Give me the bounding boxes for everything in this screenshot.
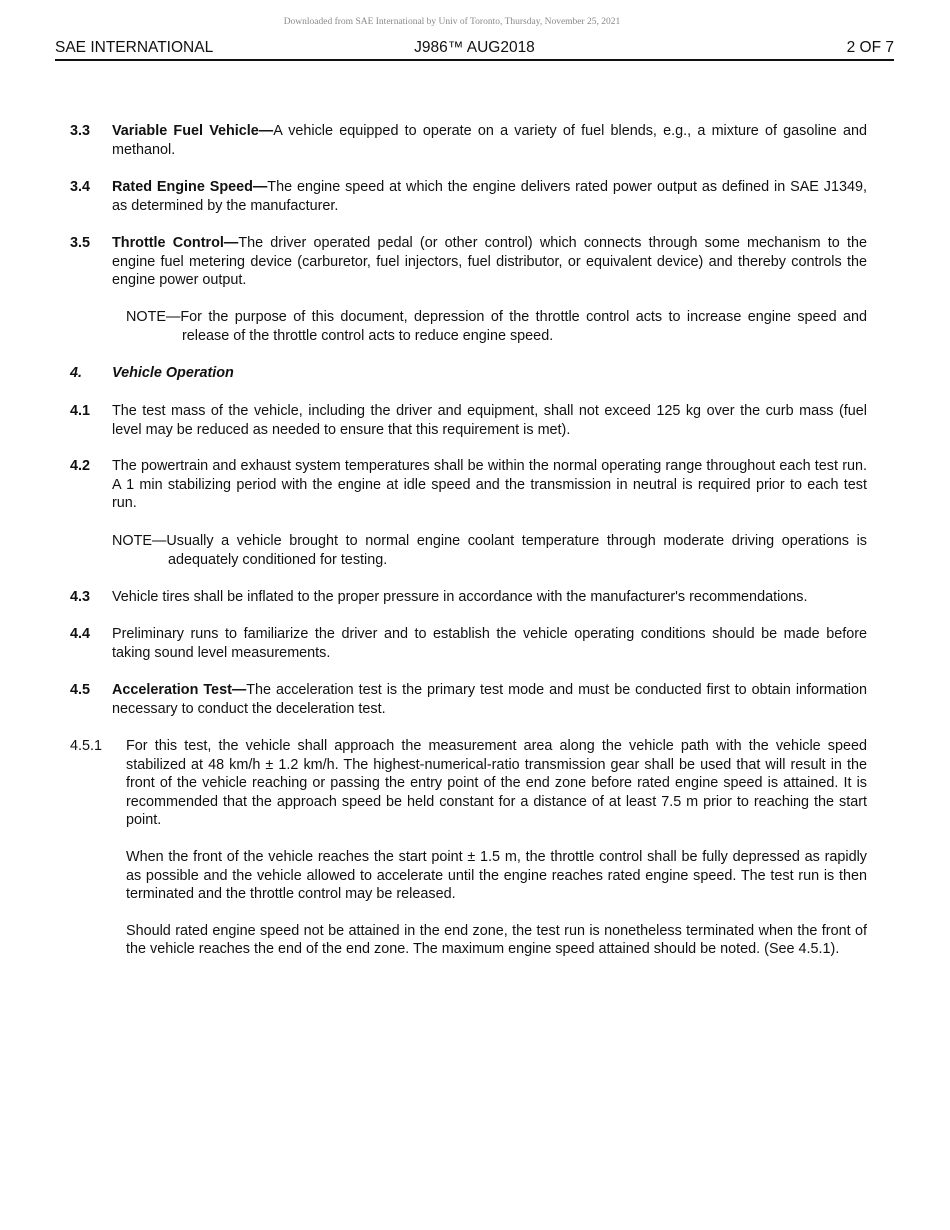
definition-text: The acceleration test is the primary test mode and must be conducted first to obtain information necessary to conduct the deceleration test. xyxy=(112,682,868,717)
section-body xyxy=(112,178,867,215)
definition-term: Rated Engine Speed— xyxy=(112,179,268,195)
definition-term: Acceleration Test— xyxy=(112,682,247,698)
definition-text: The engine speed at which the engine delivers rated power output as defined in SAE J1349, as determined by the manufacturer. xyxy=(112,179,867,214)
section-body: Vehicle tires shall be inflated to the proper pressure in accordance with the manufacturer's recommendations. xyxy=(112,589,808,605)
header-org: SAE INTERNATIONAL xyxy=(55,39,214,56)
section-body xyxy=(112,234,867,290)
download-notice: Downloaded from SAE International by Univ of Toronto, Thursday, November 25, 2021 xyxy=(283,17,621,27)
note-3-5: NOTE—For the purpose of this document, depression of the throttle control acts to increase engine speed and release of the throttle control acts to reduce engine speed. xyxy=(126,309,867,344)
section-4-4 xyxy=(70,625,867,662)
section-number: 4.4 xyxy=(70,626,91,642)
section-number: 3.5 xyxy=(70,235,91,251)
section-body: The test mass of the vehicle, including the driver and equipment, shall not exceed 125 kg over the curb mass (fuel level may be reduced as needed to ensure that this requirement is met). xyxy=(112,403,867,438)
section-4-3 xyxy=(70,588,867,607)
section-number: 4.2 xyxy=(70,458,91,474)
note-4-2: NOTE—Usually a vehicle brought to normal engine coolant temperature through moderate driving operations is adequately conditioned for testing. xyxy=(112,533,867,568)
definition-term: Variable Fuel Vehicle— xyxy=(112,123,274,139)
definition-term: Throttle Control— xyxy=(112,235,239,251)
header-rule xyxy=(55,59,894,61)
section-number: 3.3 xyxy=(70,123,91,139)
header-doc-id: J986™ AUG2018 xyxy=(414,39,535,56)
section-number: 4.5 xyxy=(70,682,91,698)
section-3-3 xyxy=(70,122,867,159)
section-body xyxy=(126,737,867,959)
definition-text: The driver operated pedal (or other control) which connects through some mechanism to the engine fuel metering device (carburetor, fuel injectors, fuel distributor, or equivalent device) and thereby controls the engine power output. xyxy=(112,235,868,289)
paragraph-1: For this test, the vehicle shall approach the measurement area along the vehicle path with the vehicle speed stabilized at 48 km/h ± 1.2 km/h. The highest-numerical-ratio transmission gear shall be used that will result in the front of the vehicle reaching or passing the entry point of the end zone before rated engine speed is attained. It is recommended that the approach speed be held constant for a distance of at least 7.5 m prior to reaching the start point. xyxy=(126,738,867,829)
section-4-5-1 xyxy=(70,737,867,959)
paragraph-2: When the front of the vehicle reaches the start point ± 1.5 m, the throttle control shall be fully depressed as rapidly as possible and the vehicle allowed to accelerate until the engine reaches rated engine speed. The test run is then terminated and the throttle control may be released. xyxy=(126,848,867,903)
section-number: 3.4 xyxy=(70,179,91,195)
header-page-number: 2 OF 7 xyxy=(846,39,894,56)
section-4-5 xyxy=(70,681,867,718)
paragraph-3: Should rated engine speed not be attained in the end zone, the test run is nonetheless terminated when the front of the vehicle reaches the end of the end zone. The maximum engine speed attained should be noted. (See 4.5.1). xyxy=(126,922,867,958)
section-body: Preliminary runs to familiarize the driver and to establish the vehicle operating conditions should be made before taking sound level measurements. xyxy=(112,626,867,661)
section-3-4 xyxy=(70,178,867,215)
section-number: 4.3 xyxy=(70,589,91,605)
section-number: 4. xyxy=(70,365,83,381)
page-header xyxy=(55,38,894,58)
section-number: 4.5.1 xyxy=(70,738,103,754)
section-4-2 xyxy=(70,457,867,513)
section-4-1 xyxy=(70,402,867,439)
section-body: The powertrain and exhaust system temperatures shall be within the normal operating range throughout each test run. A 1 min stabilizing period with the engine at idle speed and the transmission in neutral is required prior to each test run. xyxy=(112,458,867,512)
section-body xyxy=(112,122,867,159)
section-body xyxy=(112,681,867,718)
section-heading: Vehicle Operation xyxy=(112,365,234,381)
definition-text: A vehicle equipped to operate on a variety of fuel blends, e.g., a mixture of gasoline and methanol. xyxy=(112,123,867,158)
section-3-5 xyxy=(70,234,867,290)
section-4 xyxy=(70,364,867,383)
section-number: 4.1 xyxy=(70,403,91,419)
